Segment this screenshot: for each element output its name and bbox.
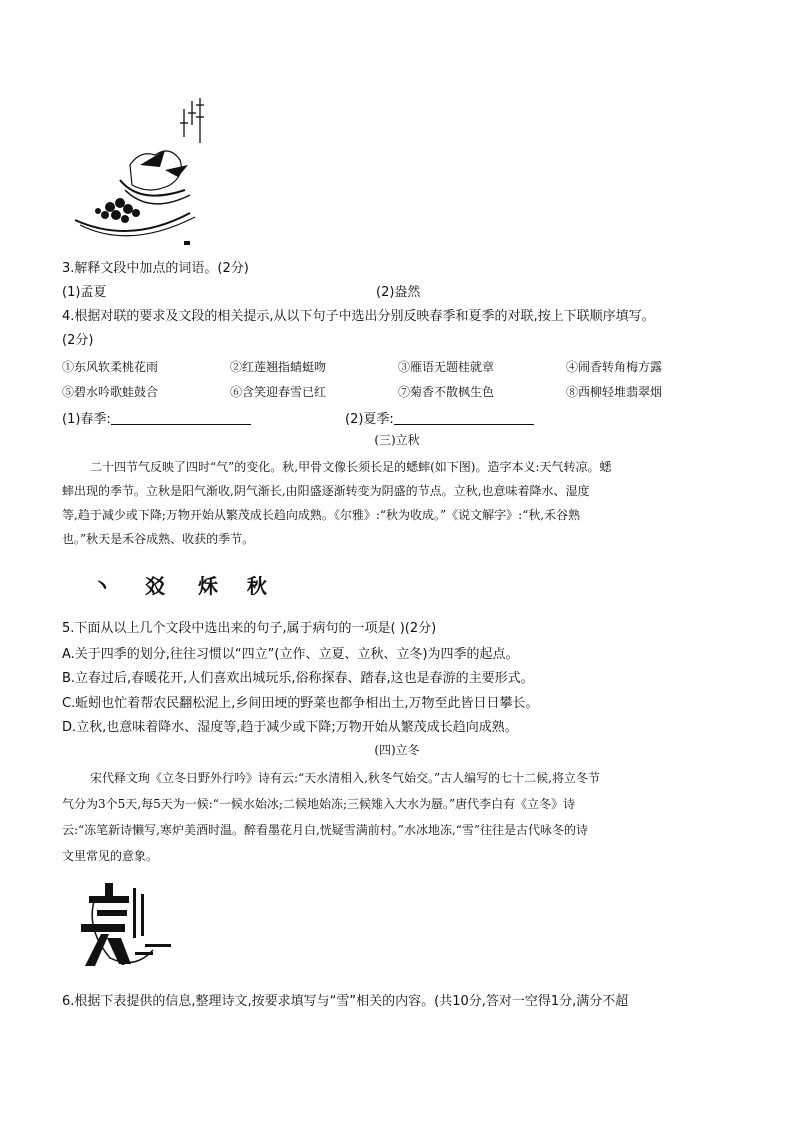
section4-heading: (四)立冬 [374,743,420,757]
glyph-seal: 秌 [197,574,218,598]
section4-line-1: 宋代释文珣《立冬日野外行吟》诗有云:“天水清相入,秋冬气始交。”古人编写的七十二候,将立冬节 [90,771,600,785]
lidong-seal-icon [75,878,175,973]
q3-item-1: (1)孟夏 [62,285,107,300]
qiu-glyph-evolution [92,570,267,599]
q4-score: (2分) [62,333,94,348]
q4-option-7: ⑦菊香不散枫生色 [398,385,495,399]
q4-spring-answer[interactable] [62,410,251,429]
section4-line-3: 云:“冻笔新诗懒写,寒炉美酒时温。醉看墨花月白,恍疑雪满前村。”水冰地冻,“雪”往往是古代咏冬的诗 [62,823,589,837]
ink-painting-top [70,95,210,255]
section3-line-2: 蟀出现的季节。立秋是阳气渐收,阴气渐长,由阳盛逐渐转变为阴盛的节点。立秋,也意味着降水、湿度 [62,484,590,498]
q4-option-5: ⑤碧水吟歌蛙鼓合 [62,385,159,399]
q3-stem: 3.解释文段中加点的词语。(2分) [62,261,249,276]
q4-option-4: ④闹香转角梅方露 [566,360,663,374]
section3-heading: (三)立秋 [374,433,420,447]
glyph-regular: 秋 [246,574,267,598]
painting-inscription [178,95,208,155]
q4-option-6: ⑥含笑迎春雪已红 [230,385,327,399]
q4-option-2: ②红莲翘指蜻蜓吻 [230,360,327,374]
q6-stem: 6.根据下表提供的信息,整理诗文,按要求填写与“雪”相关的内容。(共10分,答对一空得1分,满分不超 [62,994,629,1009]
q4-summer-blank[interactable] [394,410,534,425]
q4-summer-answer[interactable] [345,410,534,429]
q5-option-a[interactable]: A.关于四季的划分,往往习惯以“四立”(立作、立夏、立秋、立冬)为四季的起点。 [62,647,519,662]
glyph-oracle: 丶 [92,574,112,598]
q5-stem: 5.下面从以上几个文段中选出来的句子,属于病句的一项是( )(2分) [62,621,437,636]
q5-option-c[interactable]: C.蚯蚓也忙着帮农民翻松泥上,乡间田埂的野菜也都争相出土,万物至此皆日日攀长。 [62,696,539,711]
section3-line-1: 二十四节气反映了四时“气”的变化。秋,甲骨文像长须长足的蟋蟀(如下图)。造字本义:天气转凉。蟋 [90,460,612,474]
glyph-bronze: 㸚 [144,574,165,598]
q3-item-2: (2)盎然 [376,285,421,300]
q5-option-b[interactable]: B.立春过后,春暖花开,人们喜欢出城玩乐,俗称探春、踏春,这也是春游的主要形式。 [62,671,534,686]
section4-line-2: 气分为3个5天,每5天为一候:“一候水始冰;二候地始冻;三候雉入大水为蜃。”唐代李白有《立冬》诗 [62,797,576,811]
section3-line-4: 也。”秋天是禾谷成熟、收获的季节。 [62,532,255,546]
lidong-calligraphy-logo [75,878,175,973]
section4-line-4: 文里常见的意象。 [62,849,159,863]
section3-line-3: 等,趋于减少或下降;万物开始从繁茂成长趋向成熟。《尔雅》:“秋为收成。”《说文解字》:“秋,禾谷熟 [62,508,581,522]
q4-spring-blank[interactable] [111,410,251,425]
q4-option-8: ⑧西柳轻堆翡翠烟 [566,385,663,399]
q4-spring-label: (1)春季: [62,412,111,427]
q4-option-3: ③雁语无题桂就章 [398,360,495,374]
q5-option-d[interactable]: D.立秋,也意味着降水、湿度等,趋于减少或下降;万物开始从繁茂成长趋向成熟。 [62,720,518,735]
q4-option-1: ①东风软柔桃花雨 [62,360,159,374]
q4-summer-label: (2)夏季: [345,412,394,427]
q4-stem: 4.根据对联的要求及文段的相关提示,从以下句子中选出分别反映春季和夏季的对联,按上下联顺序填写。 [62,309,655,324]
